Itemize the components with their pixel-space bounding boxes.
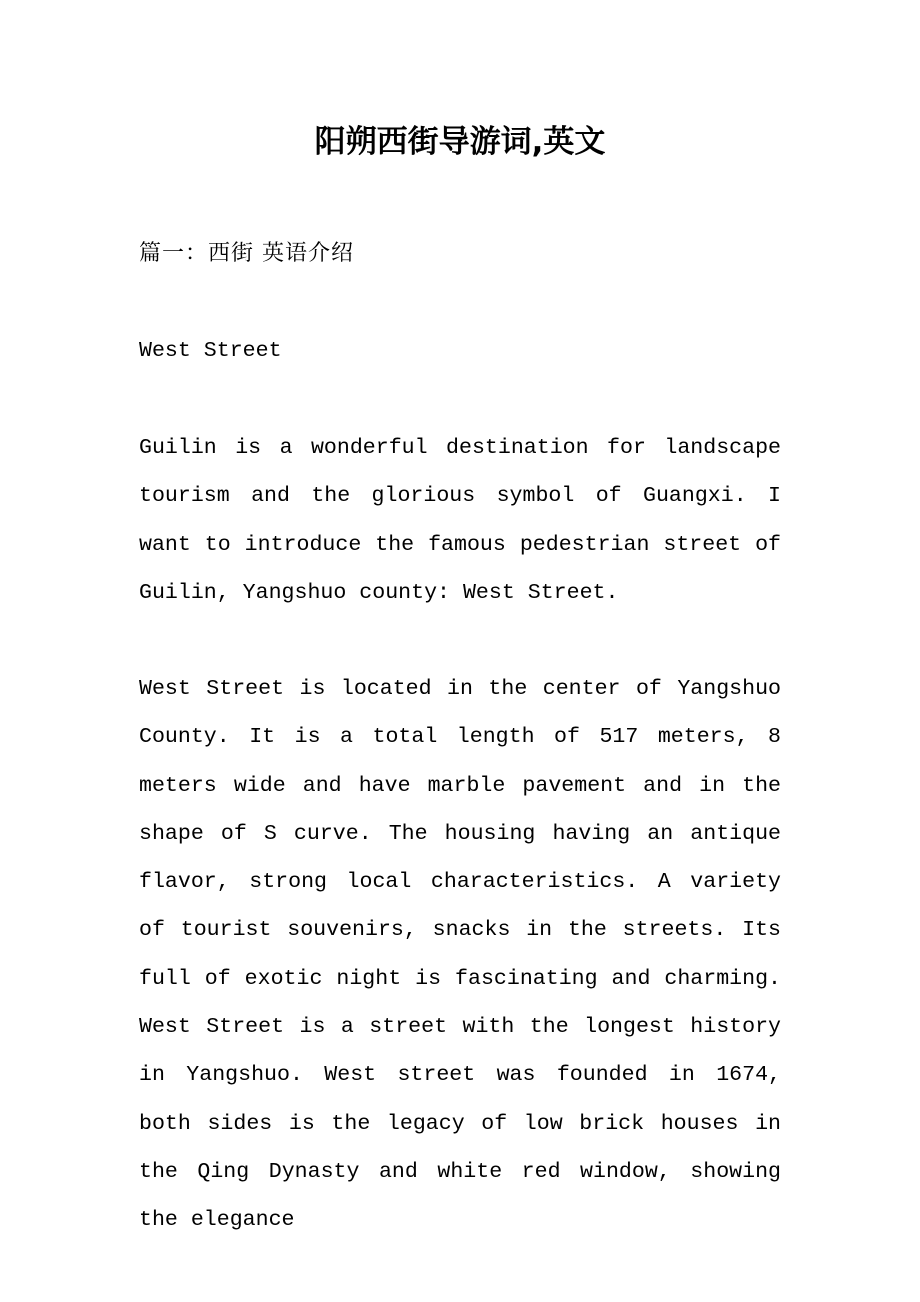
paragraph-intro: Guilin is a wonderful destination for landscape tourism and the glorious symbol of Guangxi. I want to introduce the famous pedestrian street of Guilin, Yangshuo county: West Street. [139,436,781,605]
section-heading: 篇一：西街 英语介绍 [139,241,354,266]
article-subtitle: West Street [139,339,282,363]
paragraph-description: West Street is located in the center of Yangshuo County. It is a total length of 517 meters, 8 meters wide and have marble pavement and in the shape of S curve. The housing having an antique flavor, strong local characteristics. A variety of tourist souvenirs, snacks in the streets. Its full of exotic night is fascinating and charming. West Street is a street with the longest history in Yangshuo. West street was founded in 1674, both sides is the legacy of low brick houses in the Qing Dynasty and white red window, showing the elegance [139,677,781,1233]
document-title: 阳朔西街导游词,英文 [314,124,606,160]
